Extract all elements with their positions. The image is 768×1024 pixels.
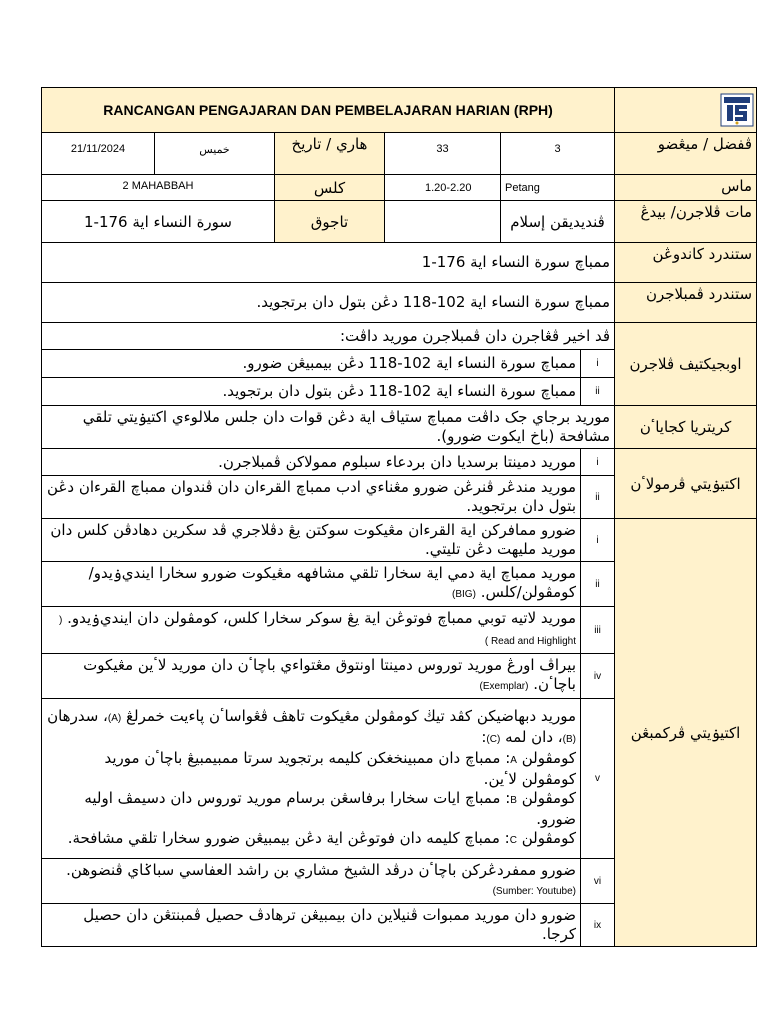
success-criteria-label: کريتريا کجاياٴن [615, 406, 757, 449]
day-value: خميس [155, 133, 275, 175]
main-item [42, 607, 581, 654]
content-standard-text: ممباچ سورة النساء اية 176-1 [42, 243, 615, 283]
main-item-text: ضورو ممفردڠرکن باچاٴن درڤد الشيخ مشاري بن راشد العفاسي سباݢاي ڤنضوهن. [66, 861, 576, 879]
main-item-text: بيراڤ اورڠ موريد توروس دمينتا اونتوق مڠتواءي باچاٴن دان موريد لاٴين مڠيکوت باچاٴن. [83, 656, 576, 693]
class-value: 2 MAHABBAH [42, 175, 275, 201]
objectives-intro: ڤد اخير ڤڠاجرن دان ڤمبلاجرن موريد داڤت: [42, 323, 615, 350]
class-label: کلس [275, 175, 385, 201]
main-num: vi [581, 859, 615, 904]
learning-standard-text: ممباچ سورة النساء اية 102-118 دڠن بتول دان برتجويد. [42, 283, 615, 323]
main-item-groups [42, 699, 581, 859]
success-criteria-text: موريد برجاي جک داڤت ممباچ ستياڤ اية دڠن قوات دان جلس ملالوءي اکتيۏيتي تلقي مشافحة (باخ ايکوت ضورو). [42, 406, 615, 449]
main-item [42, 859, 581, 904]
day-date-label: هاري / تاريخ [275, 133, 385, 175]
objective-num: ii [581, 378, 615, 406]
opening-label: اکتيۏيتي ڤرمولاٴن [615, 449, 757, 519]
opening-num: ii [581, 476, 615, 519]
school-crest-icon [720, 93, 754, 127]
main-num: v [581, 699, 615, 859]
group-intro: موريد دبهاضيکن کڤد تيڬ کومڤولن مڠيکوت تاهڤ ڤڠواساٴن ڽاءيت خمرلڠ (A)، سدرهان (B)، دان لمه (C): [47, 707, 576, 746]
main-item [42, 562, 581, 607]
rph-table [41, 87, 757, 947]
topic-label: تاجوق [275, 201, 385, 243]
logo-cell [615, 88, 757, 133]
content-standard-label: ستندرد کاندوڠن [615, 243, 757, 283]
main-num: iv [581, 654, 615, 699]
group-c: کومڤولن C: ممباچ کليمه دان فوتوڠن اية دڠن بيمبيڠن ضورو سخارا تلقي مشافحة. [67, 829, 576, 847]
group-a: کومڤولن A: ممباچ دان ممبينخغکن کليمه برتجويد سرتا ممبيمبيڠ باچاٴن موريد کومڤولن لاٴين. [104, 749, 576, 788]
main-item-note: ( Read and Highlight ) [58, 615, 576, 647]
group-b: کومڤولن B: ممباچ ايات سخارا برفاسڠن برسام موريد توروس دان دسيمڤ اوليه ضورو. [84, 789, 576, 828]
topic-value: سورة النساء اية 176-1 [42, 201, 275, 243]
main-item: ضورو دان موريد ممبوات ڤنيلاين دان بيمبيڠن ترهادڤ حصيل ڤمبنتڠن دان حصيل کرجا. [42, 904, 581, 947]
page-title: RANCANGAN PENGAJARAN DAN PEMBELAJARAN HARIAN (RPH) [42, 88, 615, 133]
subject-value: ڤنديديقن إسلام [501, 201, 615, 243]
main-item: ضورو ممافرکن اية القرءان مڠيکوت سوکتن يڠ دڤلاجري ڤد سکرين دهادڤن کلس دان موريد مليهت دڠن تليتي. [42, 519, 581, 562]
main-item-text: موريد لاتيه توبي ممباچ فوتوڠن اية يڠ سوکر سخارا کلس، کومڤولن دان ايندي‌ۏيدو. [67, 609, 576, 627]
main-item-note: (BIG) [451, 589, 476, 600]
date-value: 21/11/2024 [42, 133, 155, 175]
main-num: ix [581, 904, 615, 947]
opening-num: i [581, 449, 615, 476]
week-value: 33 [385, 133, 501, 175]
opening-item: موريد مندڠر ڤنرڠن ضورو مڠناءي ادب ممباچ القرءان دان ڤندوان ممباچ القرءان دڠن بتول دان برتجويد. [42, 476, 581, 519]
main-item-note: (Exemplar) [479, 681, 529, 692]
time-value: 1.20-2.20 [385, 175, 501, 201]
term-value: 3 [501, 133, 615, 175]
main-label: اکتيۏيتي ڤرکمبڠن [615, 519, 757, 947]
objective-item: ممباچ سورة النساء اية 102-118 دڠن بيمبيڠن ضورو. [42, 350, 581, 378]
learning-standard-label: ستندرد ڤمبلاجرن [615, 283, 757, 323]
main-num: i [581, 519, 615, 562]
session-value: Petang [501, 175, 615, 201]
main-num: ii [581, 562, 615, 607]
main-item [42, 654, 581, 699]
main-num: iii [581, 607, 615, 654]
opening-item: موريد دمينتا برسديا دان بردعاء سبلوم ممولاکن ڤمبلاجرن. [42, 449, 581, 476]
subject-label: مات ڤلاجرن/ بيدڠ [615, 201, 757, 243]
time-label: ماس [615, 175, 757, 201]
main-item-note: (Sumber: Youtube) [492, 886, 576, 897]
objectives-label: اوبجيکتيف ڤلاجرن [615, 323, 757, 406]
objective-item: ممباچ سورة النساء اية 102-118 دڠن بتول دان برتجويد. [42, 378, 581, 406]
objective-num: i [581, 350, 615, 378]
week-label: ڤفضل / ميڠضو [615, 133, 757, 175]
topic-spacer [385, 201, 501, 243]
main-item-text: موريد ممباچ اية دمي اية سخارا تلقي مشافهه مڠيکوت ضورو سخارا ايندي‌ۏيدو/کومڤولن/کلس. [88, 564, 576, 601]
